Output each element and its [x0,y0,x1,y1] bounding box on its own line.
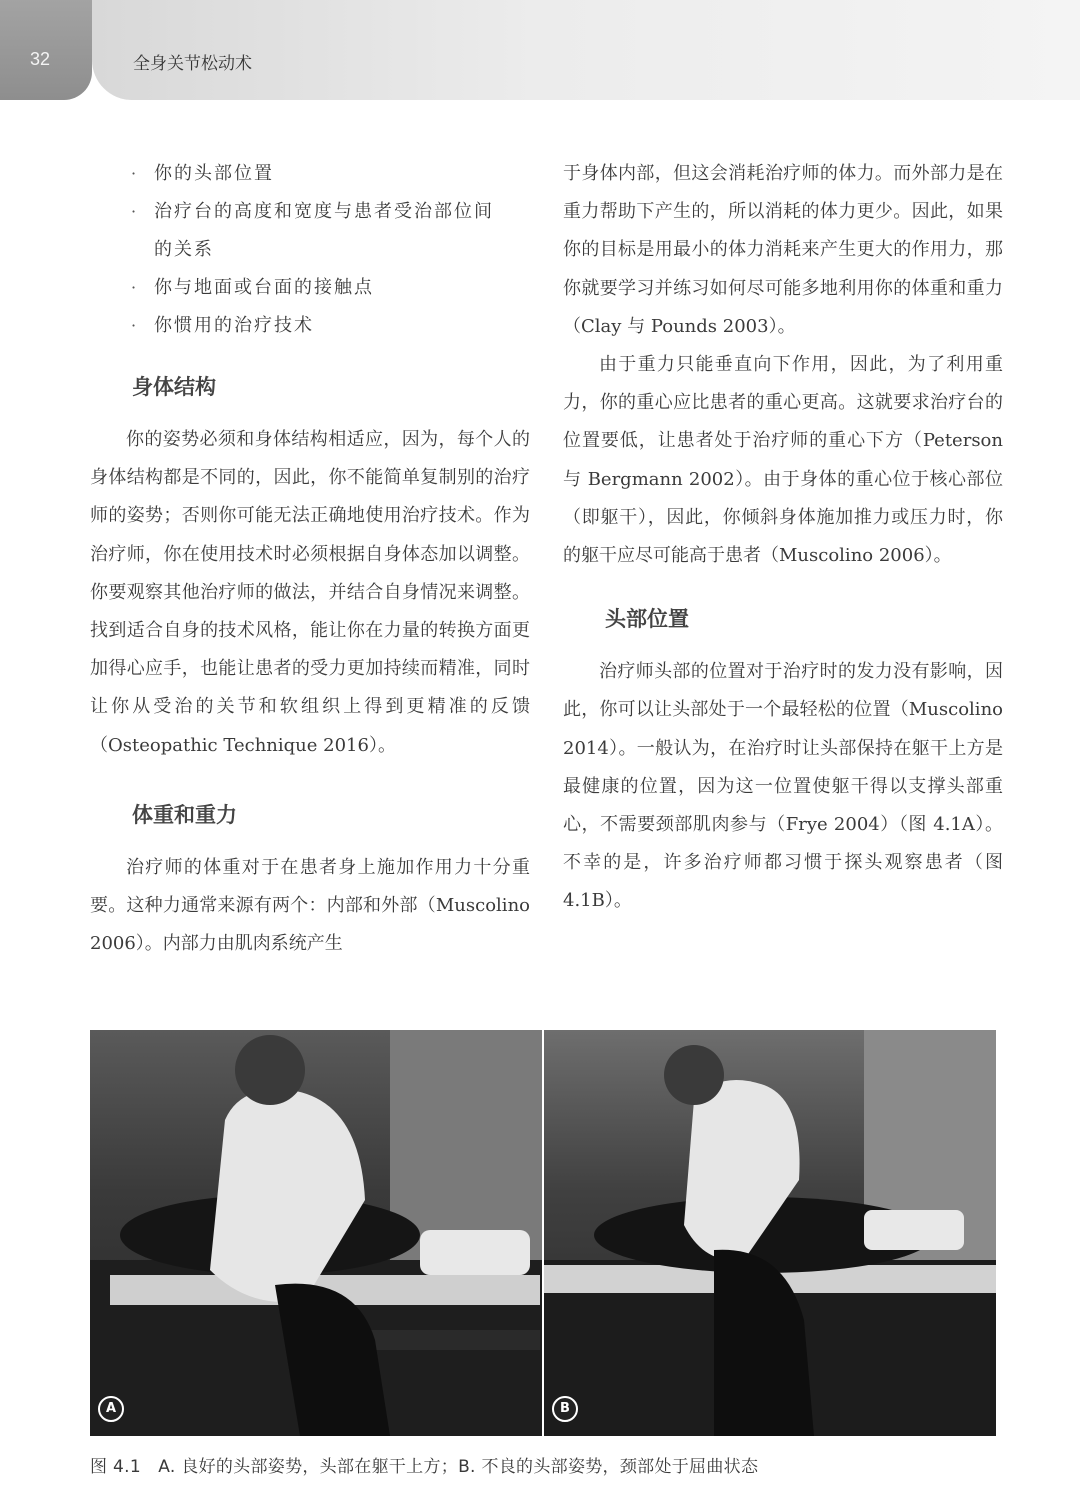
bullet-dot-icon: · [131,316,139,335]
continued-paragraph: 于身体内部，但这会消耗治疗师的体力。而外部力是在重力帮助下产生的，所以消耗的体力更少。因此，如果你的目标是用最小的体力消耗来产生更大的作用力，那你就要学习并练习如何尽可能多地利用你的体重和重力（Clay 与 Pounds 2003）。 [563,163,1003,337]
section-heading: 身体结构 [132,375,216,399]
photo-good-posture [90,1030,542,1436]
list-item-continuation: 的关系 [154,239,214,260]
right-column [563,155,1003,921]
figure-label-a: A [98,1396,124,1422]
bullet-dot-icon: · [131,164,139,183]
section-paragraph: 你的姿势必须和身体结构相适应，因为，每个人的身体结构都是不同的，因此，你不能简单复制别的治疗师的姿势；否则你可能无法正确地使用治疗技术。作为治疗师，你在使用技术时必须根据自身体态加以调整。你要观察其他治疗师的做法，并结合自身情况来调整。找到适合自身的技术风格，能让你在力量的转换方面更加得心应手，也能让患者的受力更加持续而精准，同时让你从受治的关节和软组织上得到更精准的反馈（Osteopathic Technique 2016）。 [90,429,530,756]
list-item: · 你惯用的治疗技术 [90,307,530,345]
therapist-photo-a [90,1030,542,1436]
section-paragraph: 由于重力只能垂直向下作用，因此，为了利用重力，你的重心应比患者的重心更高。这就要求治疗台的位置要低，让患者处于治疗师的重心下方（Peterson 与 Bergmann 2002）。由于身体的重心位于核心部位（即躯干），因此，你倾斜身体施加推力或压力时，你的躯干应尽可能高于患者（Muscolino 2006）。 [563,354,1003,567]
figure-caption: 图 4.1 A. 良好的头部姿势，头部在躯干上方；B. 不良的头部姿势，颈部处于屈曲状态 [90,1457,759,1477]
book-title: 全身关节松动术 [133,54,252,74]
page-number: 32 [30,49,51,69]
section-paragraph: 治疗师头部的位置对于治疗时的发力没有影响，因此，你可以让头部处于一个最轻松的位置（Muscolino 2014）。一般认为，在治疗时让头部保持在躯干上方是最健康的位置，因为这一位置使躯干得以支撑头部重心，不需要颈部肌肉参与（Frye 2004）（图 4.1A）。不幸的是，许多治疗师都习惯于探头观察患者（图 4.1B）。 [563,661,1003,912]
section-heading: 头部位置 [605,607,689,632]
bullet-dot-icon: · [131,202,139,221]
page-header [0,0,1080,100]
bullet-list [90,155,530,345]
section-heading: 体重和重力 [132,802,237,827]
list-item: · 治疗台的高度和宽度与患者受治部位间 [90,193,530,231]
list-item: · 你的头部位置 [90,155,530,193]
photo-poor-posture [544,1030,996,1436]
list-item: · 你与地面或台面的接触点 [90,269,530,307]
bullet-dot-icon: · [131,278,139,297]
figure-label-b: B [552,1396,578,1422]
left-column [90,155,530,963]
therapist-photo-b [544,1030,996,1436]
figure-4-1 [90,1030,996,1436]
section-paragraph: 治疗师的体重对于在患者身上施加作用力十分重要。这种力通常来源有两个：内部和外部（Muscolino 2006）。内部力由肌肉系统产生 [90,856,530,955]
